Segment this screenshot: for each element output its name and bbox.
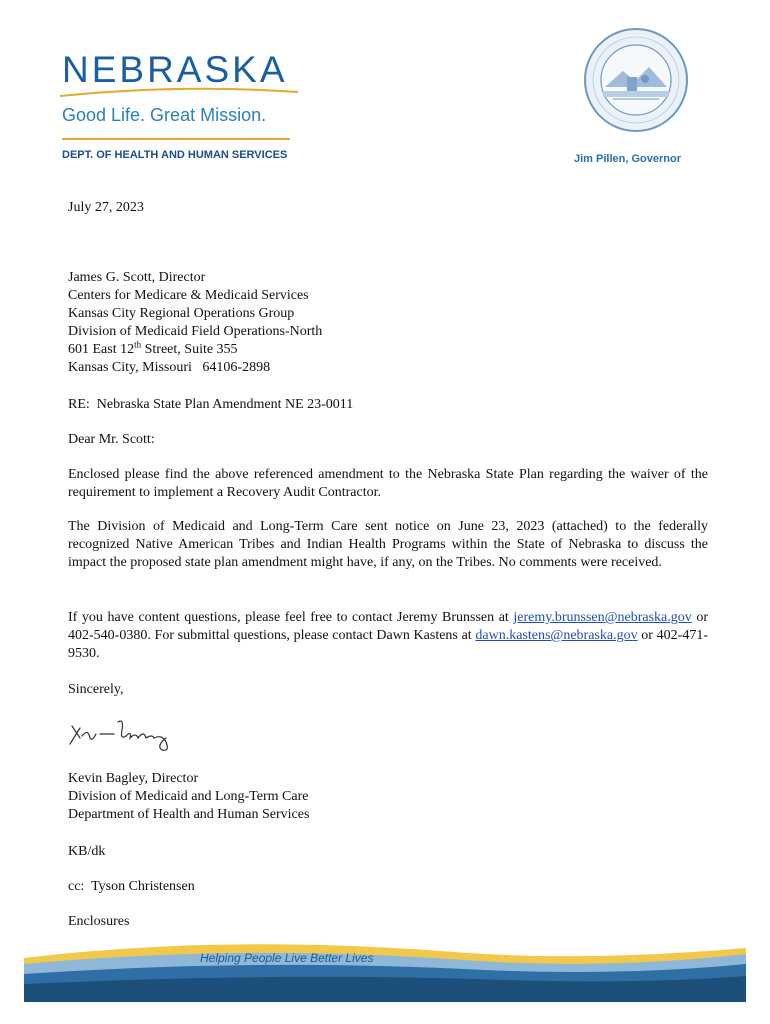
handwritten-signature <box>66 708 186 754</box>
state-seal-icon <box>583 27 689 133</box>
email-link-kastens[interactable]: dawn.kastens@nebraska.gov <box>475 628 638 643</box>
letter-date: July 27, 2023 <box>68 200 144 215</box>
enclosures: Enclosures <box>68 914 130 929</box>
recipient-address: 601 East 12th Street, Suite 355 <box>68 339 238 357</box>
recipient-name: James G. Scott, Director <box>68 270 206 285</box>
paragraph-contacts: If you have content questions, please feel free to contact Jeremy Brunssen at jeremy.brunssen@nebraska.gov or 402-540-0380. For submittal questions, please contact Dawn Kastens at dawn.kastens@nebraska.gov or 402-471-9530. <box>68 610 708 661</box>
tagline: Good Life. Great Mission. <box>62 105 267 125</box>
recipient-organization: Centers for Medicare & Medicaid Services <box>68 288 309 303</box>
logo-swoosh-icon <box>60 86 300 100</box>
footer-wave-banner <box>24 940 746 1002</box>
cc-line: cc: Tyson Christensen <box>68 879 195 894</box>
nebraska-logo-text: NEBRASKA <box>62 49 288 90</box>
tagline-divider <box>62 138 290 140</box>
closing: Sincerely, <box>68 682 124 697</box>
re-line: RE: Nebraska State Plan Amendment NE 23-0011 <box>68 397 354 412</box>
signer-name: Kevin Bagley, Director <box>68 771 199 786</box>
signer-department: Department of Health and Human Services <box>68 807 310 822</box>
governor-name: Jim Pillen, Governor <box>574 153 681 165</box>
email-link-brunssen[interactable]: jeremy.brunssen@nebraska.gov <box>513 610 692 625</box>
signer-division: Division of Medicaid and Long-Term Care <box>68 789 309 804</box>
department-name: DEPT. OF HEALTH AND HUMAN SERVICES <box>62 149 288 161</box>
recipient-group: Kansas City Regional Operations Group <box>68 306 295 321</box>
initials: KB/dk <box>68 844 106 859</box>
recipient-division: Division of Medicaid Field Operations-North <box>68 324 323 339</box>
recipient-city: Kansas City, Missouri 64106-2898 <box>68 360 271 375</box>
footer-slogan: Helping People Live Better Lives <box>200 951 374 965</box>
paragraph-tribal-notice: The Division of Medicaid and Long-Term Care sent notice on June 23, 2023 (attached) to the federally recognized Native American Tribes and Indian Health Programs within the State of Nebraska to discuss the impact the proposed state plan amendment might have, if any, on the Tribes. No comments were received. <box>68 519 708 570</box>
paragraph-enclosed: Enclosed please find the above referenced amendment to the Nebraska State Plan regarding the waiver of the requirement to implement a Recovery Audit Contractor. <box>68 467 708 500</box>
salutation: Dear Mr. Scott: <box>68 432 155 447</box>
